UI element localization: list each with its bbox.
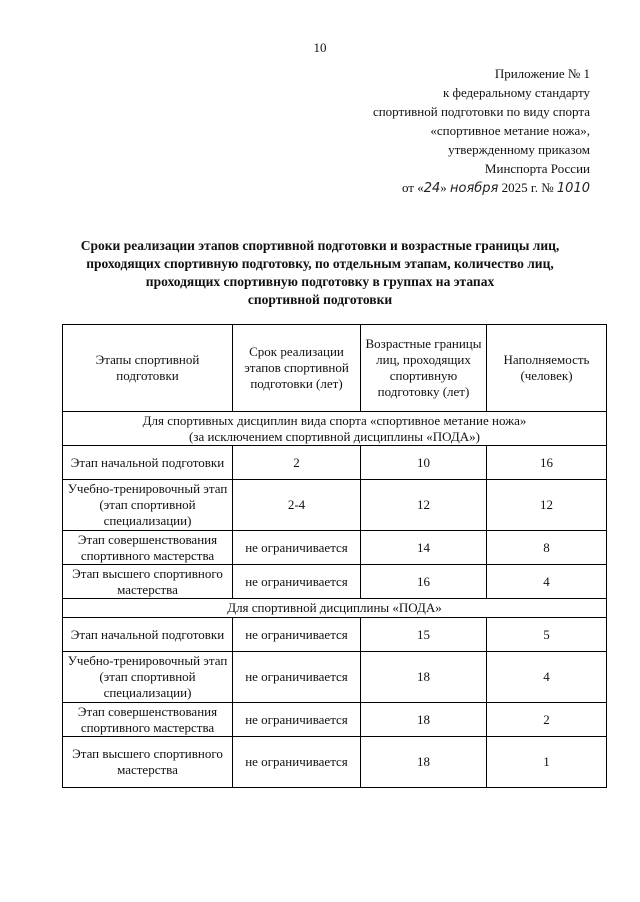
table-header-row xyxy=(63,325,607,412)
cell-size: 4 xyxy=(487,652,607,703)
table-row xyxy=(63,446,607,480)
title-line: проходящих спортивную подготовку в группах на этапах xyxy=(145,274,495,289)
appendix-line: «спортивное метание ножа», xyxy=(430,123,590,138)
cell-size: 16 xyxy=(487,446,607,480)
order-number: 1010 xyxy=(556,181,590,196)
title-line: спортивной подготовки xyxy=(247,292,393,307)
cell-term: 2-4 xyxy=(233,480,361,531)
cell-stage: Учебно-тренировочный этап (этап спортивной специализации) xyxy=(63,480,233,531)
cell-term: не ограничивается xyxy=(233,618,361,652)
section-heading-line: Для спортивных дисциплин вида спорта «спортивное метание ножа» xyxy=(142,412,527,428)
table-row xyxy=(63,531,607,565)
table-row xyxy=(63,565,607,599)
header-age: Возрастные границы лиц, проходящих спортивную подготовку (лет) xyxy=(361,325,487,412)
title-line: проходящих спортивную подготовку, по отдельным этапам, количество лиц, xyxy=(86,256,554,271)
cell-stage: Этап совершенствования спортивного мастерства xyxy=(63,703,233,737)
section-row xyxy=(63,599,607,618)
cell-age: 16 xyxy=(361,565,487,599)
cell-stage: Этап начальной подготовки xyxy=(63,446,233,480)
cell-term: 2 xyxy=(233,446,361,480)
section-row xyxy=(63,412,607,446)
cell-stage: Этап начальной подготовки xyxy=(63,618,233,652)
cell-age: 14 xyxy=(361,531,487,565)
date-day: 24 xyxy=(423,181,441,196)
cell-age: 10 xyxy=(361,446,487,480)
stages-table-wrapper xyxy=(62,324,606,788)
table-row xyxy=(63,703,607,737)
date-year: 2025 г. № xyxy=(498,180,557,195)
appendix-line: Приложение № 1 xyxy=(494,66,590,81)
cell-term: не ограничивается xyxy=(233,652,361,703)
title-line: Сроки реализации этапов спортивной подготовки и возрастные границы лиц, xyxy=(80,238,560,253)
section-heading-1 xyxy=(63,412,607,446)
table-row xyxy=(63,480,607,531)
cell-age: 18 xyxy=(361,737,487,788)
stages-table xyxy=(62,324,607,788)
date-month: ноября xyxy=(450,181,499,196)
appendix-line: спортивной подготовки по виду спорта xyxy=(372,104,590,119)
cell-stage: Этап высшего спортивного мастерства xyxy=(63,565,233,599)
order-date-line xyxy=(270,178,590,198)
section-heading-line: (за исключением спортивной дисциплины «ПОДА») xyxy=(188,428,480,444)
cell-term: не ограничивается xyxy=(233,737,361,788)
cell-age: 12 xyxy=(361,480,487,531)
document-title xyxy=(52,237,588,309)
cell-term: не ограничивается xyxy=(233,703,361,737)
appendix-line: утвержденному приказом xyxy=(448,142,590,157)
cell-stage: Этап совершенствования спортивного мастерства xyxy=(63,531,233,565)
date-prefix: от « xyxy=(401,180,424,195)
cell-age: 18 xyxy=(361,703,487,737)
date-mid: » xyxy=(440,180,450,195)
appendix-line: к федеральному стандарту xyxy=(442,85,590,100)
appendix-block xyxy=(270,64,590,198)
appendix-line: Минспорта России xyxy=(484,161,590,176)
table-row xyxy=(63,737,607,788)
cell-size: 8 xyxy=(487,531,607,565)
cell-stage: Учебно-тренировочный этап (этап спортивной специализации) xyxy=(63,652,233,703)
cell-term: не ограничивается xyxy=(233,531,361,565)
cell-size: 1 xyxy=(487,737,607,788)
cell-stage: Этап высшего спортивного мастерства xyxy=(63,737,233,788)
table-row xyxy=(63,652,607,703)
cell-age: 18 xyxy=(361,652,487,703)
cell-age: 15 xyxy=(361,618,487,652)
page-number: 10 xyxy=(313,40,327,55)
cell-term: не ограничивается xyxy=(233,565,361,599)
cell-size: 12 xyxy=(487,480,607,531)
cell-size: 2 xyxy=(487,703,607,737)
header-stages: Этапы спортивной подготовки xyxy=(63,325,233,412)
header-size: Наполняемость (человек) xyxy=(487,325,607,412)
cell-size: 5 xyxy=(487,618,607,652)
cell-size: 4 xyxy=(487,565,607,599)
table-row xyxy=(63,618,607,652)
header-term: Срок реализации этапов спортивной подготовки (лет) xyxy=(233,325,361,412)
section-heading-2: Для спортивной дисциплины «ПОДА» xyxy=(63,599,607,618)
